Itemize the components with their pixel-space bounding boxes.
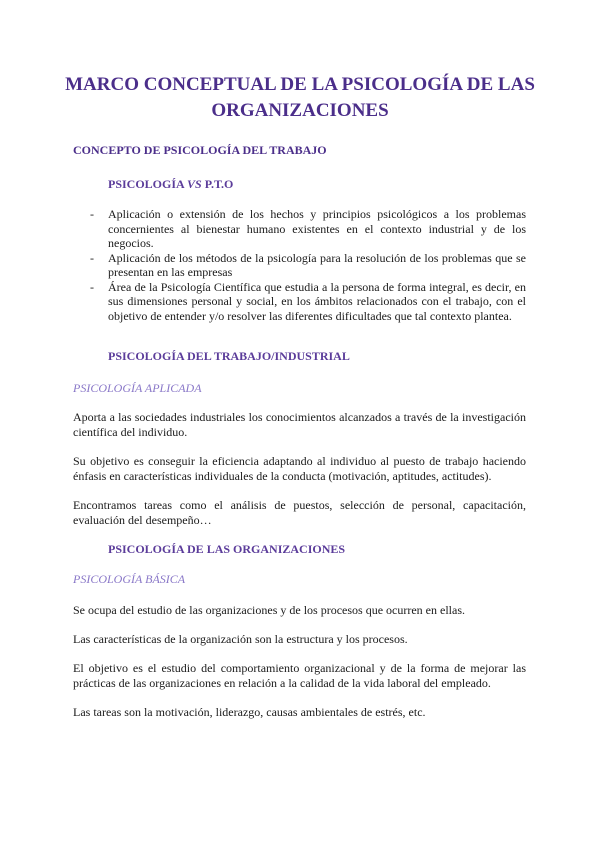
- industrial-paragraph: Aporta a las sociedades industriales los conocimientos alcanzados a través de la investigación científica del individuo.: [73, 410, 526, 439]
- industrial-heading: PSICOLOGÍA DEL TRABAJO/INDUSTRIAL: [108, 349, 350, 363]
- list-item-text: Aplicación o extensión de los hechos y principios psicológicos a los problemas concernientes al bienestar humano existentes en el contexto industrial y de los negocios.: [108, 207, 526, 250]
- pto-heading-prefix: PSICOLOGÍA: [108, 177, 188, 191]
- list-item: [90, 251, 526, 280]
- document-title: MARCO CONCEPTUAL DE LA PSICOLOGÍA DE LAS ORGANIZACIONES: [65, 74, 535, 121]
- list-item: [90, 280, 526, 324]
- industrial-paragraph: Encontramos tareas como el análisis de puestos, selección de personal, capacitación, evaluación del desempeño…: [73, 498, 526, 527]
- organizations-paragraph: El objetivo es el estudio del comportamiento organizacional y de la forma de mejorar las prácticas de las organizaciones en relación a la calidad de la vida laboral del empleado.: [73, 661, 526, 690]
- basic-subheading: PSICOLOGÍA BÁSICA: [73, 572, 186, 586]
- definitions-list: [90, 207, 526, 323]
- list-item-text: Área de la Psicología Científica que estudia a la persona de forma integral, es decir, en sus dimensiones personal y social, en los ámbitos relacionados con el trabajo, con el objetivo de entender y/o resolver las diferentes dificultades que tal contexto plantea.: [108, 279, 526, 323]
- pto-heading: [108, 177, 233, 192]
- section-heading: CONCEPTO DE PSICOLOGÍA DEL TRABAJO: [73, 143, 327, 157]
- organizations-heading: PSICOLOGÍA DE LAS ORGANIZACIONES: [108, 542, 346, 556]
- bullet-dash: -: [90, 250, 94, 265]
- list-item-text: Aplicación de los métodos de la psicología para la resolución de los problemas que se presentan en las empresas: [108, 250, 526, 279]
- organizations-paragraph: Se ocupa del estudio de las organizaciones y de los procesos que ocurren en ellas.: [73, 603, 465, 617]
- list-item: [90, 207, 526, 251]
- pto-heading-vs: VS: [187, 177, 202, 191]
- pto-heading-suffix: P.T.O: [201, 177, 234, 191]
- bullet-dash: -: [90, 279, 94, 294]
- organizations-paragraph: Las tareas son la motivación, liderazgo, causas ambientales de estrés, etc.: [73, 705, 426, 719]
- applied-subheading: PSICOLOGÍA APLICADA: [73, 381, 202, 395]
- bullet-dash: -: [90, 207, 94, 221]
- industrial-paragraph: Su objetivo es conseguir la eficiencia adaptando al individuo al puesto de trabajo haciendo énfasis en características individuales de la conducta (motivación, aptitudes, actitudes).: [73, 454, 526, 483]
- organizations-paragraph: Las características de la organización son la estructura y los procesos.: [73, 632, 408, 646]
